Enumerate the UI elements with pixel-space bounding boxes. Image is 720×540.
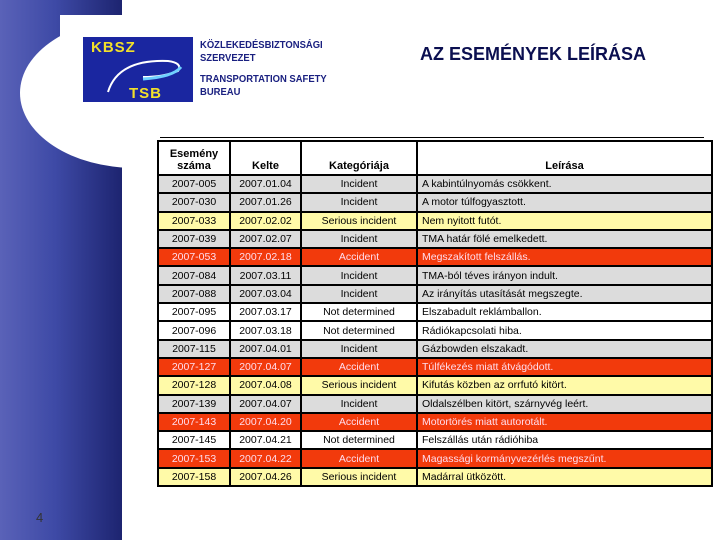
cell-date: 2007.04.07 — [230, 395, 301, 413]
cell-date: 2007.04.26 — [230, 468, 301, 486]
cell-date: 2007.04.22 — [230, 449, 301, 467]
cell-category: Accident — [301, 358, 417, 376]
table-row — [158, 468, 712, 486]
cell-description: TMA-ból téves irányon indult. — [417, 266, 712, 284]
header-date: Kelte — [230, 141, 301, 175]
table-row — [158, 285, 712, 303]
cell-event-number: 2007-039 — [158, 230, 230, 248]
table-row — [158, 230, 712, 248]
cell-category: Incident — [301, 395, 417, 413]
cell-event-number: 2007-053 — [158, 248, 230, 266]
cell-event-number: 2007-128 — [158, 376, 230, 394]
logo-text-kbsz: KBSZ — [91, 39, 136, 56]
cell-description: Elszabadult reklámballon. — [417, 303, 712, 321]
cell-date: 2007.01.26 — [230, 193, 301, 211]
table-row — [158, 376, 712, 394]
page-title: AZ ESEMÉNYEK LEÍRÁSA — [420, 44, 647, 64]
cell-date: 2007.02.02 — [230, 212, 301, 230]
cell-date: 2007.04.21 — [230, 431, 301, 449]
table-row — [158, 175, 712, 193]
table-row — [158, 303, 712, 321]
cell-event-number: 2007-084 — [158, 266, 230, 284]
cell-date: 2007.03.04 — [230, 285, 301, 303]
cell-event-number: 2007-096 — [158, 321, 230, 339]
cell-category: Accident — [301, 413, 417, 431]
cell-description: A motor túlfogyasztott. — [417, 193, 712, 211]
cell-event-number: 2007-145 — [158, 431, 230, 449]
cell-date: 2007.03.11 — [230, 266, 301, 284]
cell-category: Not determined — [301, 431, 417, 449]
cell-category: Not determined — [301, 321, 417, 339]
cell-event-number: 2007-095 — [158, 303, 230, 321]
cell-category: Accident — [301, 449, 417, 467]
cell-event-number: 2007-115 — [158, 340, 230, 358]
cell-category: Serious incident — [301, 212, 417, 230]
cell-category: Incident — [301, 266, 417, 284]
cell-date: 2007.03.18 — [230, 321, 301, 339]
cell-description: Felszállás után rádióhiba — [417, 431, 712, 449]
org-line: SZERVEZET — [200, 51, 256, 64]
page-number: 4 — [36, 510, 44, 525]
cell-category: Incident — [301, 230, 417, 248]
cell-description: Madárral ütközött. — [417, 468, 712, 486]
table-row — [158, 431, 712, 449]
cell-date: 2007.01.04 — [230, 175, 301, 193]
table-row — [158, 266, 712, 284]
table-row — [158, 321, 712, 339]
cell-category: Accident — [301, 248, 417, 266]
cell-category: Incident — [301, 175, 417, 193]
table-row — [158, 248, 712, 266]
cell-date: 2007.04.08 — [230, 376, 301, 394]
logo-text-tsb: TSB — [129, 85, 162, 102]
table-row — [158, 449, 712, 467]
cell-event-number: 2007-158 — [158, 468, 230, 486]
cell-event-number: 2007-153 — [158, 449, 230, 467]
org-line: KÖZLEKEDÉSBIZTONSÁGI — [200, 39, 323, 51]
cell-event-number: 2007-139 — [158, 395, 230, 413]
cell-description: Rádiókapcsolati hiba. — [417, 321, 712, 339]
table-row — [158, 395, 712, 413]
organization-name — [200, 39, 327, 98]
cell-description: Kifutás közben az orrfutó kitört. — [417, 376, 712, 394]
cell-event-number: 2007-030 — [158, 193, 230, 211]
cell-description: Megszakított felszállás. — [417, 248, 712, 266]
cell-event-number: 2007-005 — [158, 175, 230, 193]
table-row — [158, 212, 712, 230]
table-row — [158, 193, 712, 211]
events-table — [157, 140, 713, 487]
cell-description: Túlfékezés miatt átvágódott. — [417, 358, 712, 376]
org-line: TRANSPORTATION SAFETY — [200, 73, 327, 85]
table-row — [158, 340, 712, 358]
cell-description: Nem nyitott futót. — [417, 212, 712, 230]
cell-category: Incident — [301, 340, 417, 358]
table-row — [158, 413, 712, 431]
divider — [160, 137, 704, 138]
cell-description: Motortörés miatt autorotált. — [417, 413, 712, 431]
cell-description: Gázbowden elszakadt. — [417, 340, 712, 358]
header-category: Kategóriája — [301, 141, 417, 175]
cell-event-number: 2007-033 — [158, 212, 230, 230]
cell-description: Az irányítás utasítását megszegte. — [417, 285, 712, 303]
org-line: BUREAU — [200, 85, 241, 98]
cell-description: A kabintúlnyomás csökkent. — [417, 175, 712, 193]
cell-date: 2007.04.01 — [230, 340, 301, 358]
cell-date: 2007.04.07 — [230, 358, 301, 376]
cell-event-number: 2007-127 — [158, 358, 230, 376]
cell-date: 2007.02.07 — [230, 230, 301, 248]
table-row — [158, 358, 712, 376]
cell-date: 2007.04.20 — [230, 413, 301, 431]
cell-description: Oldalszélben kitört, szárnyvég leért. — [417, 395, 712, 413]
cell-event-number: 2007-088 — [158, 285, 230, 303]
cell-date: 2007.02.18 — [230, 248, 301, 266]
header-description: Leírása — [417, 141, 712, 175]
cell-category: Incident — [301, 285, 417, 303]
cell-category: Incident — [301, 193, 417, 211]
header-event-number: Esemény száma — [158, 141, 230, 175]
cell-description: Magassági kormányvezérlés megszűnt. — [417, 449, 712, 467]
cell-event-number: 2007-143 — [158, 413, 230, 431]
cell-description: TMA határ fölé emelkedett. — [417, 230, 712, 248]
cell-category: Serious incident — [301, 468, 417, 486]
kbsz-tsb-logo — [83, 37, 193, 102]
cell-category: Not determined — [301, 303, 417, 321]
cell-category: Serious incident — [301, 376, 417, 394]
cell-date: 2007.03.17 — [230, 303, 301, 321]
